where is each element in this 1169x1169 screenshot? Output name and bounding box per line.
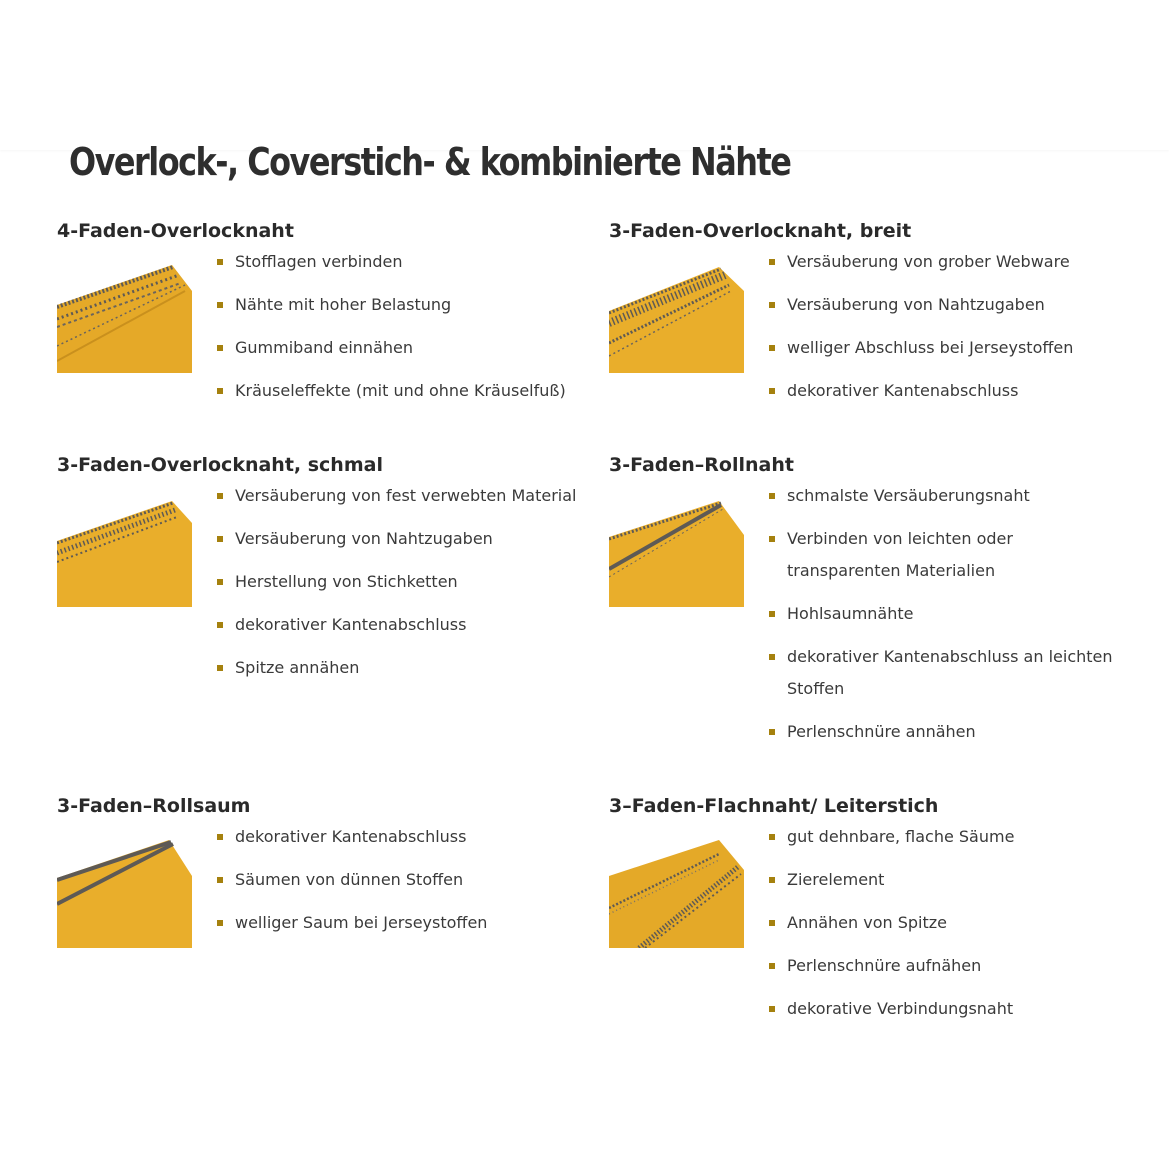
list-item: welliger Abschluss bei Jerseystoffen bbox=[769, 332, 1129, 364]
top-header-band bbox=[0, 0, 1169, 150]
list-item: dekorativer Kantenabschluss an leichten Stoffen bbox=[769, 641, 1129, 705]
list-item: Versäuberung von Nahtzugaben bbox=[217, 523, 597, 555]
section-heading: 3-Faden-Overlocknaht, schmal bbox=[57, 454, 383, 476]
feature-list bbox=[769, 480, 1129, 759]
list-item: Hohlsaumnähte bbox=[769, 598, 1129, 630]
list-item: Herstellung von Stichketten bbox=[217, 566, 597, 598]
list-item: Annähen von Spitze bbox=[769, 907, 1129, 939]
fabric-sample-image bbox=[57, 261, 192, 373]
section-3-faden-overlocknaht-breit bbox=[609, 219, 1169, 400]
list-item: Säumen von dünnen Stoffen bbox=[217, 864, 577, 896]
list-item: dekorativer Kantenabschluss bbox=[217, 821, 577, 853]
list-item: Perlenschnüre aufnähen bbox=[769, 950, 1129, 982]
list-item: Versäuberung von fest verwebten Material bbox=[217, 480, 597, 512]
fabric-sample-image bbox=[609, 495, 744, 607]
list-item: Spitze annähen bbox=[217, 652, 597, 684]
list-item: dekorativer Kantenabschluss bbox=[217, 609, 597, 641]
feature-list bbox=[769, 246, 1129, 418]
feature-list bbox=[769, 821, 1129, 1036]
list-item: Stofflagen verbinden bbox=[217, 246, 577, 278]
list-item: Perlenschnüre annähen bbox=[769, 716, 1129, 748]
section-heading: 3-Faden–Rollnaht bbox=[609, 454, 794, 476]
list-item: Kräuseleffekte (mit und ohne Kräuselfuß) bbox=[217, 375, 577, 407]
list-item: Versäuberung von grober Webware bbox=[769, 246, 1129, 278]
section-3-faden-rollsaum bbox=[57, 794, 617, 932]
list-item: welliger Saum bei Jerseystoffen bbox=[217, 907, 577, 939]
list-item: Versäuberung von Nahtzugaben bbox=[769, 289, 1129, 321]
fabric-sample-image bbox=[609, 836, 744, 948]
section-heading: 4-Faden-Overlocknaht bbox=[57, 220, 294, 242]
fabric-sample-image bbox=[609, 261, 744, 373]
section-heading: 3-Faden-Overlocknaht, breit bbox=[609, 220, 912, 242]
feature-list bbox=[217, 246, 577, 418]
section-3-faden-rollnaht bbox=[609, 453, 1169, 741]
section-heading: 3-Faden–Rollsaum bbox=[57, 795, 251, 817]
section-3-faden-overlocknaht-schmal bbox=[57, 453, 617, 677]
feature-list bbox=[217, 480, 597, 695]
list-item: Gummiband einnähen bbox=[217, 332, 577, 364]
list-item: Verbinden von leichten oder transparenten Materialien bbox=[769, 523, 1129, 587]
section-heading: 3–Faden-Flachnaht/ Leiterstich bbox=[609, 795, 939, 817]
section-4-faden-overlocknaht bbox=[57, 219, 617, 400]
list-item: Nähte mit hoher Belastung bbox=[217, 289, 577, 321]
fabric-sample-image bbox=[57, 836, 192, 948]
section-3-faden-flachnaht-leiterstich bbox=[609, 794, 1169, 1018]
list-item: gut dehnbare, flache Säume bbox=[769, 821, 1129, 853]
fabric-sample-image bbox=[57, 495, 192, 607]
list-item: Zierelement bbox=[769, 864, 1129, 896]
list-item: dekorativer Kantenabschluss bbox=[769, 375, 1129, 407]
page-title: Overlock-, Coverstich- & kombinierte Nähte bbox=[69, 140, 791, 184]
list-item: dekorative Verbindungsnaht bbox=[769, 993, 1129, 1025]
list-item: schmalste Versäuberungsnaht bbox=[769, 480, 1129, 512]
feature-list bbox=[217, 821, 577, 950]
